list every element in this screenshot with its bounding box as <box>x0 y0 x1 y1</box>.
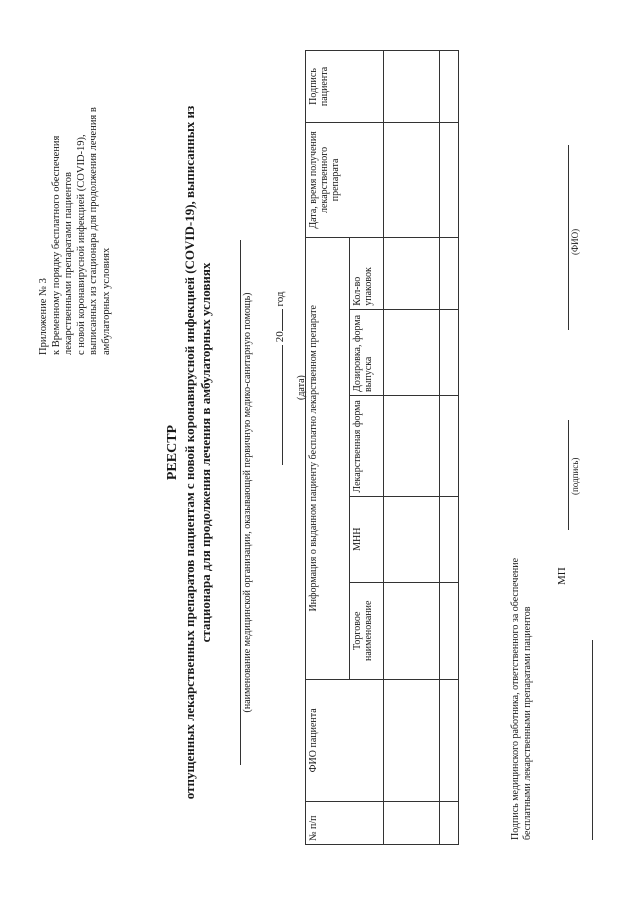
appendix-line: к Временному порядку бесплатного обеспечения <box>50 135 62 355</box>
sig-underline <box>592 640 593 840</box>
stamp-place-label: МП <box>556 567 568 585</box>
date-field <box>272 291 286 465</box>
header-num: № п/п <box>306 801 384 844</box>
responsible-signature-label <box>510 558 534 840</box>
date-year-prefix: 20 <box>274 331 286 343</box>
appendix-line: Приложение № 3 <box>38 278 49 355</box>
table-row <box>440 51 459 845</box>
appendix-line: лекарственными препаратами пациентов <box>63 172 75 355</box>
header-form: Лекарственная форма <box>350 396 384 497</box>
appendix-line: с новой коронавирусной инфекцией (COVID-19), <box>75 134 87 355</box>
header-info-group: Информация о выданном пациенту бесплатно лекарственном препарате <box>306 237 350 679</box>
header-fio: ФИО пациента <box>306 679 384 801</box>
sig-label-line-2: бесплатными лекарственными препаратами пациентов <box>522 606 533 840</box>
date-year-suffix: год <box>274 291 286 307</box>
table-row <box>384 51 440 845</box>
table-header-row <box>306 51 350 845</box>
org-name-blank-line <box>240 240 241 765</box>
registry-table <box>305 50 459 845</box>
year-blank-line <box>272 309 283 331</box>
fio-blank-line <box>568 145 569 330</box>
document-subtitle <box>182 40 214 865</box>
date-blank-line <box>272 345 283 465</box>
header-trade-name: Торговое наименование <box>350 582 384 679</box>
subtitle-line-1: отпущенных лекарственных препаратов пациентам с новой коронавирусной инфекцией (COVID-19), выписанных из <box>182 105 197 800</box>
header-signature: Подпись пациента <box>306 51 384 123</box>
signature-caption: (подпись) <box>570 457 580 495</box>
date-caption: (дата) <box>296 375 307 400</box>
appendix-note <box>38 15 114 355</box>
header-qty: Кол-во упаковок <box>350 237 384 309</box>
header-mnn: МНН <box>350 496 384 582</box>
document-title: РЕЕСТР <box>165 424 180 481</box>
org-name-caption: (наименование медицинской организации, оказывающей первичную медико-санитарную помощь) <box>242 292 253 713</box>
fio-caption: (ФИО) <box>570 228 580 255</box>
appendix-line: амбулаторных условиях <box>100 247 112 355</box>
header-datetime: Дата, время получения лекарственного препарата <box>306 122 384 237</box>
subtitle-line-2: стационара для продолжения лечения в амбулаторных условиях <box>198 262 213 643</box>
signature-blank-line <box>568 420 569 530</box>
sig-label-line-1: Подпись медицинского работника, ответственного за обеспечение <box>510 557 521 840</box>
header-dosage: Дозировка, форма выпуска <box>350 309 384 395</box>
appendix-line: выписанных из стационара для продолжения лечения в <box>88 107 100 355</box>
